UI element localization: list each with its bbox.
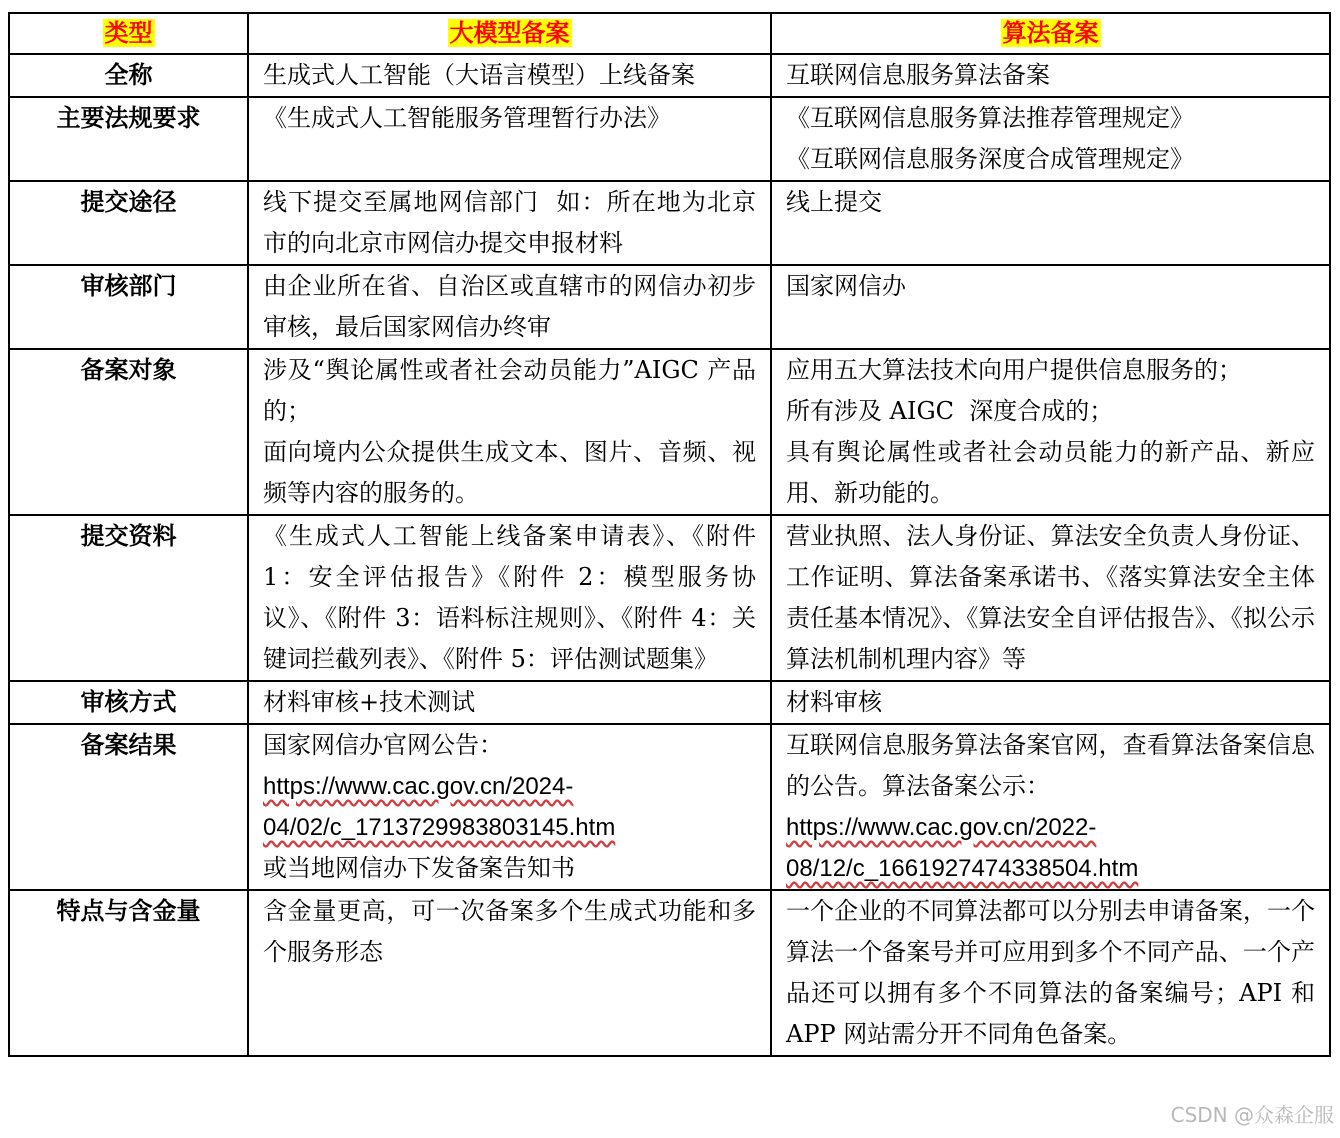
table-row — [9, 890, 1330, 1056]
row-label: 备案对象 — [9, 349, 248, 515]
algo-cell: 互联网信息服务算法备案 — [771, 54, 1330, 97]
header-type: 类型 — [9, 13, 248, 54]
algo-result-link[interactable]: https://www.cac.gov.cn/2022- 08/12/c_1661927474338504.htm — [786, 814, 1139, 882]
csdn-watermark: CSDN @众森企服 — [1170, 1103, 1334, 1127]
row-label: 全称 — [9, 54, 248, 97]
llm-cell: 《生成式人工智能服务管理暂行办法》 — [248, 97, 771, 181]
algo-cell: 一个企业的不同算法都可以分别去申请备案，一个算法一个备案号并可应用到多个不同产品、一个产品还可以拥有多个不同算法的备案编号；API 和 APP 网站需分开不同角色备案。 — [771, 890, 1330, 1056]
row-label: 主要法规要求 — [9, 97, 248, 181]
row-label: 审核部门 — [9, 265, 248, 349]
table-row — [9, 97, 1330, 181]
header-row — [9, 13, 1330, 54]
header-llm-filing: 大模型备案 — [248, 13, 771, 54]
algo-cell: 材料审核 — [771, 681, 1330, 724]
table-row — [9, 724, 1330, 890]
algo-cell: 互联网信息服务算法备案官网，查看算法备案信息的公告。算法备案公示： https://www.cac.gov.cn/2022- 08/12/c_1661927474338504.htm — [771, 724, 1330, 890]
row-label: 特点与含金量 — [9, 890, 248, 1056]
algo-cell: 《互联网信息服务算法推荐管理规定》 《互联网信息服务深度合成管理规定》 — [771, 97, 1330, 181]
llm-result-link[interactable]: https://www.cac.gov.cn/2024- 04/02/c_1713729983803145.htm — [263, 773, 616, 841]
llm-cell: 材料审核+技术测试 — [248, 681, 771, 724]
llm-cell: 含金量更高，可一次备案多个生成式功能和多个服务形态 — [248, 890, 771, 1056]
table-row — [9, 515, 1330, 681]
row-label: 备案结果 — [9, 724, 248, 890]
algo-cell: 应用五大算法技术向用户提供信息服务的； 所有涉及 AIGC 深度合成的； 具有舆论属性或者社会动员能力的新产品、新应用、新功能的。 — [771, 349, 1330, 515]
table-row — [9, 681, 1330, 724]
llm-cell: 生成式人工智能（大语言模型）上线备案 — [248, 54, 771, 97]
llm-cell: 《生成式人工智能上线备案申请表》、《附件 1：安全评估报告》《附件 2：模型服务协议》、《附件 3：语料标注规则》、《附件 4：关键词拦截列表》、《附件 5：评估测试题集》 — [248, 515, 771, 681]
llm-cell: 涉及“舆论属性或者社会动员能力”AIGC 产品的； 面向境内公众提供生成文本、图片、音频、视频等内容的服务的。 — [248, 349, 771, 515]
algo-cell: 营业执照、法人身份证、算法安全负责人身份证、工作证明、算法备案承诺书、《落实算法安全主体责任基本情况》、《算法安全自评估报告》、《拟公示算法机制机理内容》等 — [771, 515, 1330, 681]
algo-cell: 国家网信办 — [771, 265, 1330, 349]
header-algo-filing: 算法备案 — [771, 13, 1330, 54]
table-row — [9, 349, 1330, 515]
row-label: 审核方式 — [9, 681, 248, 724]
table-row — [9, 181, 1330, 265]
llm-cell: 国家网信办官网公告： https://www.cac.gov.cn/2024- 04/02/c_1713729983803145.htm 或当地网信办下发备案告知书 — [248, 724, 771, 890]
llm-cell: 线下提交至属地网信部门 如：所在地为北京市的向北京市网信办提交申报材料 — [248, 181, 771, 265]
algo-cell: 线上提交 — [771, 181, 1330, 265]
table-row — [9, 54, 1330, 97]
llm-cell: 由企业所在省、自治区或直辖市的网信办初步审核，最后国家网信办终审 — [248, 265, 771, 349]
row-label: 提交途径 — [9, 181, 248, 265]
row-label: 提交资料 — [9, 515, 248, 681]
table-row — [9, 265, 1330, 349]
comparison-table — [8, 12, 1331, 1057]
